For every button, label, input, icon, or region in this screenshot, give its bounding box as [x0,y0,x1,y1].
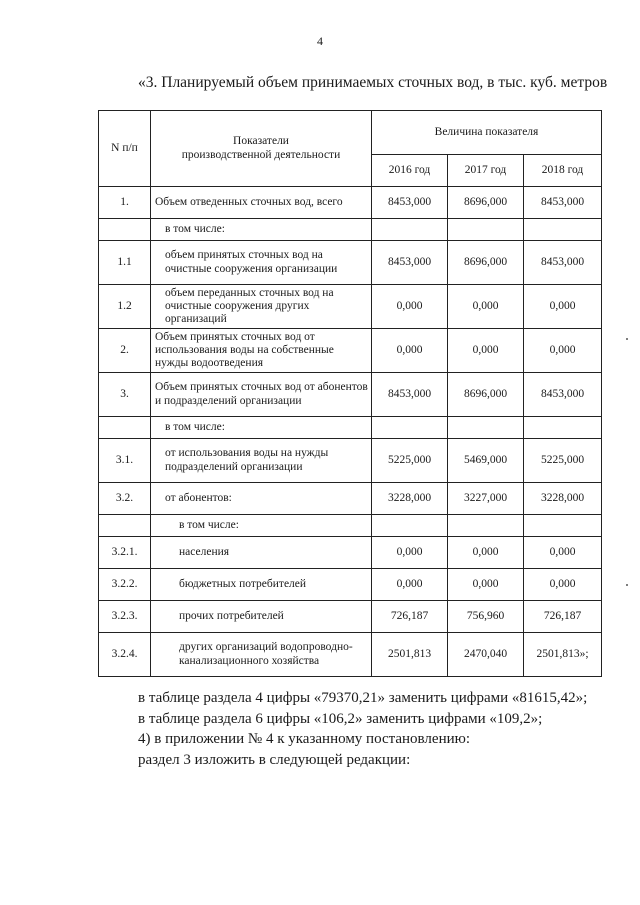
table-row [99,537,602,569]
row-number: 3.2. [99,483,151,515]
row-indicator: Объем отведенных сточных вод, всего [151,187,372,219]
value-2017: 0,000 [448,329,524,373]
value-2016: 0,000 [372,569,448,601]
row-number: 3. [99,373,151,417]
row-indicator: Объем принятых сточных вод от использования воды на собственные нужды водоотведения [151,329,372,373]
wastewater-table [98,110,602,677]
value-2018: 0,000 [524,329,602,373]
row-indicator: Объем принятых сточных вод от абонентов и подразделений организации [151,373,372,417]
row-indicator: бюджетных потребителей [151,569,372,601]
header-indicators: Показатели производственной деятельности [151,111,372,187]
footer-line: в таблице раздела 4 цифры «79370,21» заменить цифрами «81615,42»; [138,690,588,706]
header-year-2018: 2018 год [524,155,602,187]
table-row [99,241,602,285]
table-row [99,417,602,439]
footer-text [138,688,618,770]
header-year-2017: 2017 год [448,155,524,187]
header-value-group: Величина показателя [372,111,602,155]
value-2016: 8453,000 [372,373,448,417]
value-2017: 3227,000 [448,483,524,515]
row-number: 3.1. [99,439,151,483]
value-2017 [448,515,524,537]
page-number: 4 [317,34,323,48]
table-row [99,439,602,483]
value-2018: 0,000 [524,285,602,329]
row-indicator: объем переданных сточных вод на очистные сооружения других организаций [151,285,372,329]
value-2017: 8696,000 [448,187,524,219]
value-2016 [372,219,448,241]
scan-speck [626,584,628,586]
row-number: 3.2.2. [99,569,151,601]
value-2016: 0,000 [372,329,448,373]
row-indicator: в том числе: [151,219,372,241]
table-row [99,373,602,417]
table-row [99,483,602,515]
value-2016: 726,187 [372,601,448,633]
row-number [99,219,151,241]
value-2017: 756,960 [448,601,524,633]
row-number [99,417,151,439]
row-number: 3.2.3. [99,601,151,633]
value-2018: 0,000 [524,537,602,569]
scan-speck [626,338,628,340]
table-row [99,187,602,219]
value-2018: 8453,000 [524,241,602,285]
value-2016: 2501,813 [372,633,448,677]
value-2017: 0,000 [448,285,524,329]
row-indicator: населения [151,537,372,569]
value-2018: 0,000 [524,569,602,601]
value-2018 [524,515,602,537]
value-2016: 0,000 [372,285,448,329]
row-indicator: объем принятых сточных вод на очистные сооружения организации [151,241,372,285]
value-2018: 726,187 [524,601,602,633]
table-row [99,285,602,329]
table-body [99,187,602,677]
footer-line: в таблице раздела 6 цифры «106,2» заменить цифрами «109,2»; [138,710,543,727]
value-2017 [448,417,524,439]
row-number: 3.2.4. [99,633,151,677]
value-2016: 3228,000 [372,483,448,515]
row-indicator: от абонентов: [151,483,372,515]
value-2017: 2470,040 [448,633,524,677]
value-2018 [524,417,602,439]
value-2018: 3228,000 [524,483,602,515]
table-row [99,329,602,373]
footer-line: 4) в приложении № 4 к указанному постановлению: [138,731,470,747]
row-number: 2. [99,329,151,373]
value-2016: 5225,000 [372,439,448,483]
row-indicator: других организаций водопроводно-канализационного хозяйства [151,633,372,677]
value-2017: 8696,000 [448,373,524,417]
value-2016 [372,417,448,439]
value-2018: 5225,000 [524,439,602,483]
row-number: 1.1 [99,241,151,285]
value-2016 [372,515,448,537]
row-indicator: в том числе: [151,515,372,537]
value-2018: 8453,000 [524,373,602,417]
section-title: «3. Планируемый объем принимаемых сточных вод, в тыс. куб. метров [138,74,608,91]
header-num: N п/п [99,111,151,187]
footer-line: раздел 3 изложить в следующей редакции: [138,751,411,768]
value-2018: 8453,000 [524,187,602,219]
value-2018 [524,219,602,241]
value-2018: 2501,813»; [524,633,602,677]
value-2017 [448,219,524,241]
table-row [99,569,602,601]
header-year-2016: 2016 год [372,155,448,187]
table-row [99,219,602,241]
value-2016: 0,000 [372,537,448,569]
value-2017: 0,000 [448,569,524,601]
row-number: 3.2.1. [99,537,151,569]
value-2016: 8453,000 [372,241,448,285]
value-2016: 8453,000 [372,187,448,219]
row-indicator: в том числе: [151,417,372,439]
value-2017: 5469,000 [448,439,524,483]
table-row [99,515,602,537]
table-row [99,601,602,633]
row-indicator: прочих потребителей [151,601,372,633]
row-number: 1. [99,187,151,219]
value-2017: 8696,000 [448,241,524,285]
row-number [99,515,151,537]
value-2017: 0,000 [448,537,524,569]
table-row [99,633,602,677]
row-number: 1.2 [99,285,151,329]
row-indicator: от использования воды на нужды подразделений организации [151,439,372,483]
